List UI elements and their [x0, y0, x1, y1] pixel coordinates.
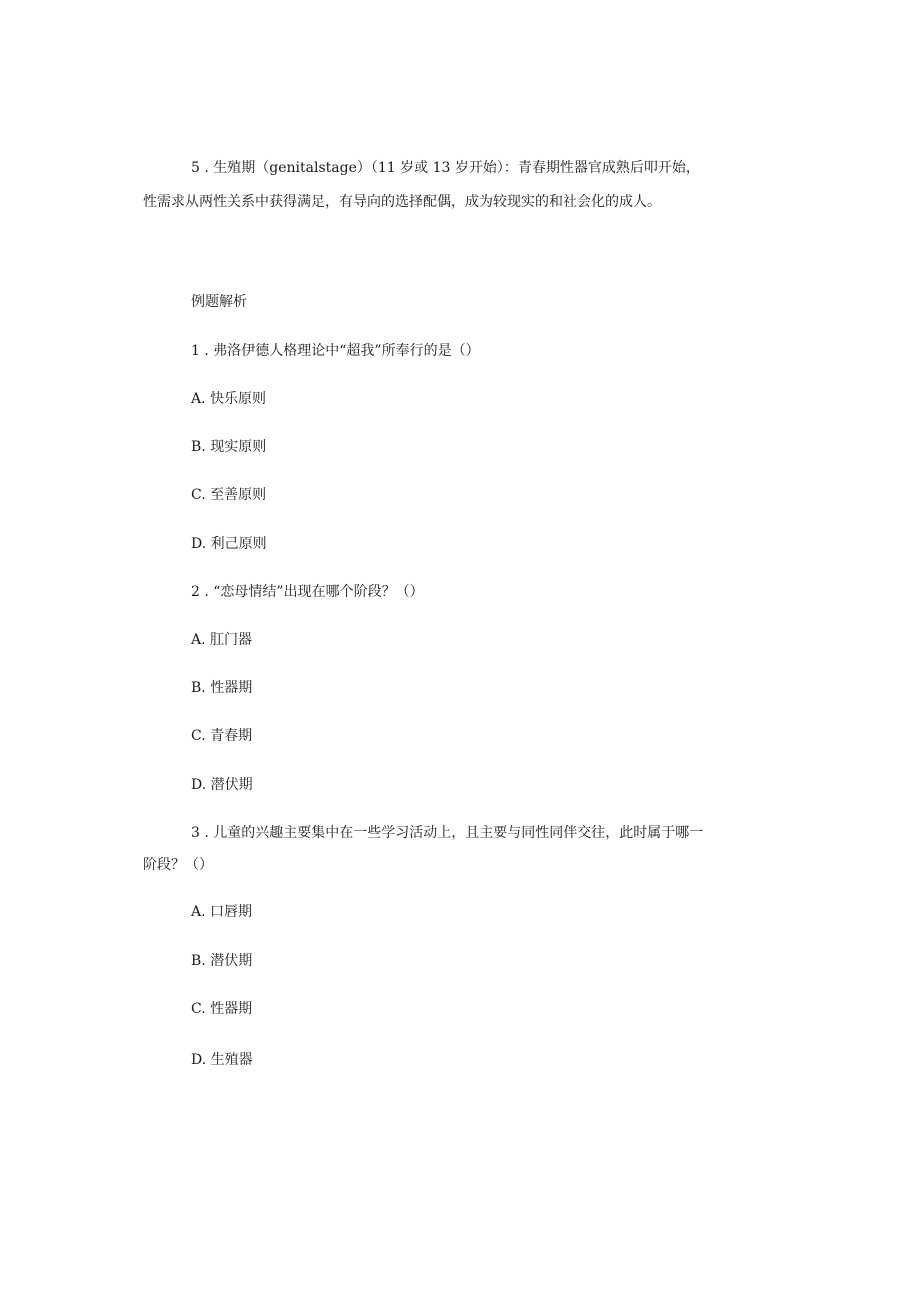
question-3-option-a: A. 口唇期: [191, 904, 253, 920]
question-1-option-d: D. 利己原则: [191, 536, 267, 552]
question-3-stem-line-1: 3 . 儿童的兴趣主要集中在一些学习活动上，且主要与同性同伴交往，此时属于哪一: [191, 825, 704, 841]
question-1-stem: 1 . 弗洛伊德人格理论中“超我”所奉行的是（）: [191, 343, 480, 359]
intro-line-1: 5 . 生殖期（genitalstage）（11 岁或 13 岁开始）：青春期性器官成熟后叩开始，: [191, 160, 700, 176]
question-2-option-d: D. 潜伏期: [191, 777, 253, 793]
question-2-option-a: A. 肛门器: [191, 632, 253, 648]
question-3-option-b: B. 潜伏期: [191, 953, 253, 969]
question-3-option-c: C. 性器期: [191, 1001, 253, 1017]
section-title: 例题解析: [191, 294, 247, 310]
intro-line-2: 性需求从两性关系中获得满足，有导向的选择配偶，成为较现实的和社会化的成人。: [143, 194, 661, 210]
question-1-option-b: B. 现实原则: [191, 439, 267, 455]
question-2-stem: 2 . “恋母情结”出现在哪个阶段？（）: [191, 584, 424, 600]
question-3-stem-line-2: 阶段？（）: [143, 857, 213, 873]
question-2-option-b: B. 性器期: [191, 680, 253, 696]
question-3-option-d: D. 生殖器: [191, 1052, 253, 1068]
question-1-option-a: A. 快乐原则: [191, 391, 267, 407]
question-1-option-c: C. 至善原则: [191, 487, 267, 503]
question-2-option-c: C. 青春期: [191, 728, 253, 744]
